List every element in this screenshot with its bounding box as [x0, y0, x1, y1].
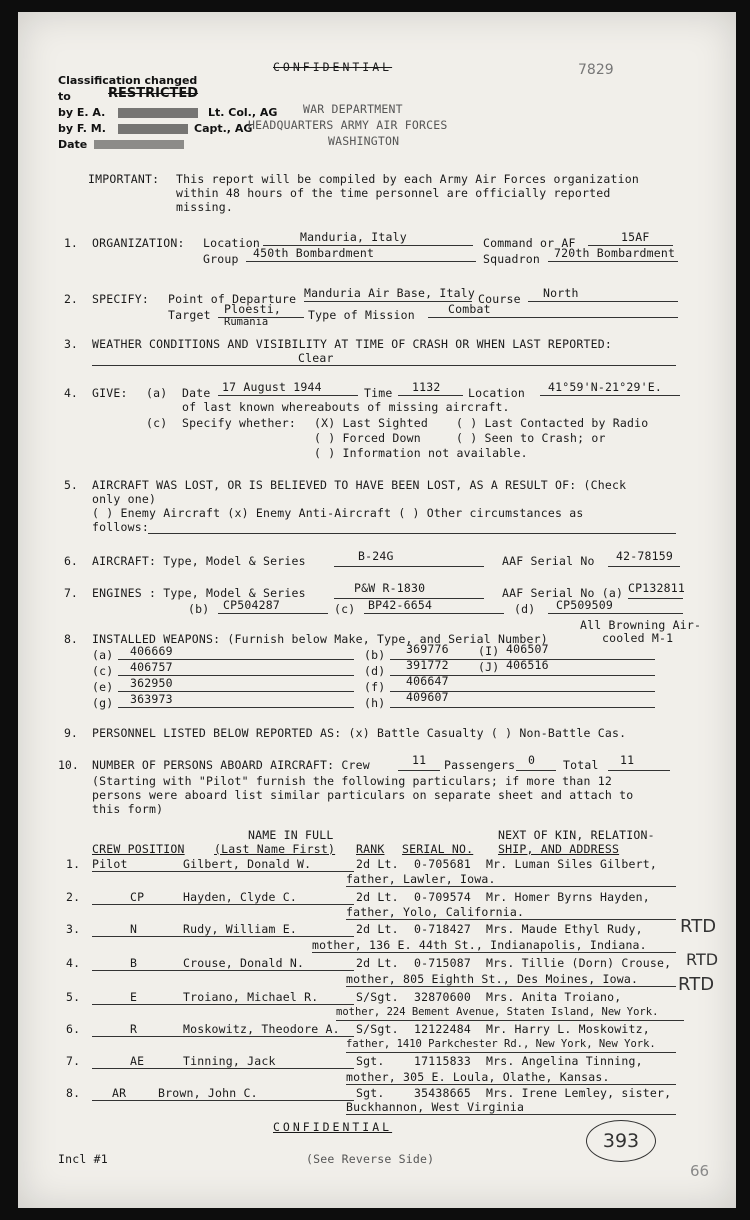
aircraft-type: B-24G — [358, 549, 394, 563]
war-department: WAR DEPARTMENT — [303, 102, 403, 116]
weather-value: Clear — [298, 351, 334, 365]
crew-kin: Mrs. Maude Ethyl Rudy, — [486, 922, 643, 936]
weapon-label: (I) — [478, 644, 500, 658]
location-label: Location — [203, 236, 260, 250]
target-value: Ploesti, — [224, 302, 281, 316]
crew-address: mother, 305 E. Loula, Olathe, Kansas. — [346, 1070, 610, 1084]
option-seen-crash: ( ) Seen to Crash; or — [456, 431, 606, 445]
specify-label: SPECIFY: — [92, 292, 149, 306]
crew-address: father, Yolo, California. — [346, 905, 525, 919]
weapon-serial: 406669 — [130, 644, 173, 658]
target-value-2: Rumania — [224, 316, 269, 328]
crew-serial: 35438665 — [414, 1086, 471, 1100]
stamp-line-1: Classification changed — [58, 74, 198, 87]
crew-kin: Mr. Luman Siles Gilbert, — [486, 857, 657, 871]
time-value: 1132 — [412, 380, 441, 394]
inclosure: Incl #1 — [58, 1152, 108, 1166]
crew-name: Brown, John C. — [158, 1086, 258, 1100]
aircraft-serial-label: AAF Serial No — [502, 554, 595, 568]
total-count: 11 — [620, 753, 635, 767]
date-value: 17 August 1944 — [222, 380, 322, 394]
total-label: Total — [563, 758, 599, 772]
engine-serial-b: CP504287 — [223, 598, 280, 612]
section-number: 5. — [64, 478, 78, 492]
course-label: Course — [478, 292, 521, 306]
command-label: Command or AF — [483, 236, 576, 250]
document-page — [18, 12, 736, 1208]
give-a: (a) — [146, 386, 168, 400]
crew-name: Gilbert, Donald W. — [183, 857, 312, 871]
engine-serial-d: CP509509 — [556, 598, 613, 612]
crew-rank: S/Sgt. — [356, 1022, 399, 1036]
group-value: 450th Bombardment — [253, 246, 375, 260]
engine-d-label: (d) — [514, 602, 536, 616]
crew-position: R — [130, 1022, 138, 1036]
lost-line-4: follows: — [92, 520, 149, 534]
stamp-line-5: Date — [58, 138, 88, 151]
persons-label: NUMBER OF PERSONS ABOARD AIRCRAFT: Crew — [92, 758, 370, 772]
crew-address: mother, 805 Eighth St., Des Moines, Iowa. — [346, 972, 639, 986]
crew-kin: Mrs. Anita Troiano, — [486, 990, 622, 1004]
engine-serial-c: BP42-6654 — [368, 598, 433, 612]
weapon-serial: 406757 — [130, 660, 173, 674]
crew-position: B — [130, 956, 138, 970]
crew-rank: 2d Lt. — [356, 956, 399, 970]
section-number: 7. — [64, 586, 78, 600]
crew-position: N — [130, 922, 138, 936]
departure-label: Point of Departure — [168, 292, 297, 306]
give-c: (c) — [146, 416, 168, 430]
crew-name: Moskowitz, Theodore A. — [183, 1022, 340, 1036]
header-kin-1: NEXT OF KIN, RELATION- — [498, 828, 655, 842]
weapons-note-1: All Browning Air- — [580, 618, 702, 632]
city: WASHINGTON — [328, 134, 400, 148]
engine-type: P&W R-1830 — [354, 581, 426, 595]
crew-serial: 32870600 — [414, 990, 471, 1004]
crew-position: AR — [112, 1086, 127, 1100]
section-number: 8. — [64, 632, 78, 646]
header-kin-2: SHIP, AND ADDRESS — [498, 842, 620, 856]
crew-number: 6. — [66, 1022, 81, 1036]
crew-serial: 0-709574 — [414, 890, 471, 904]
crew-serial: 0-718427 — [414, 922, 471, 936]
mission-label: Type of Mission — [308, 308, 415, 322]
persons-line-2: (Starting with "Pilot" furnish the following particulars; if more than 12 — [92, 774, 613, 788]
group-label: Group — [203, 252, 239, 266]
give-label: GIVE: — [92, 386, 128, 400]
weapon-serial: 362950 — [130, 676, 173, 690]
rtd-annotation: RTD — [678, 974, 715, 995]
weapon-label: (f) — [364, 680, 386, 694]
weapon-label: (a) — [92, 648, 114, 662]
header-serial: SERIAL NO. — [402, 842, 474, 856]
give-line-2: of last known whereabouts of missing aircraft. — [182, 400, 510, 414]
engine-serial-label: AAF Serial No (a) — [502, 586, 624, 600]
important-line-2: within 48 hours of the time personnel are officially reported — [176, 186, 611, 200]
crew-kin: Mr. Homer Byrns Hayden, — [486, 890, 650, 904]
crew-serial: 12122484 — [414, 1022, 471, 1036]
passengers-label: Passengers — [444, 758, 516, 772]
stamp-line-4b: Capt., AG — [194, 122, 253, 135]
weapon-serial: 391772 — [406, 658, 449, 672]
rtd-annotation: RTD — [686, 950, 719, 969]
crew-kin: Mrs. Tillie (Dorn) Crouse, — [486, 956, 672, 970]
section-number: 3. — [64, 337, 78, 351]
crew-rank: 2d Lt. — [356, 922, 399, 936]
persons-line-4: this form) — [92, 802, 164, 816]
classification-top: CONFIDENTIAL — [273, 60, 393, 74]
aircraft-serial: 42-78159 — [616, 549, 673, 563]
important-label: IMPORTANT: — [88, 172, 160, 186]
important-line-1: This report will be compiled by each Army Air Forces organization — [176, 172, 640, 186]
stamp-restricted: RESTRICTED — [108, 86, 199, 101]
crew-serial: 0-715087 — [414, 956, 471, 970]
crew-number: 2. — [66, 890, 81, 904]
crew-kin: Mrs. Irene Lemley, sister, — [486, 1086, 672, 1100]
crew-serial: 17115833 — [414, 1054, 471, 1068]
organization-label: ORGANIZATION: — [92, 236, 185, 250]
weapon-label: (J) — [478, 660, 500, 674]
crew-name: Crouse, Donald N. — [183, 956, 305, 970]
option-last-sighted: (X) Last Sighted — [314, 416, 428, 430]
crew-name: Troiano, Michael R. — [183, 990, 319, 1004]
section-number: 1. — [64, 236, 78, 250]
crew-rank: 2d Lt. — [356, 890, 399, 904]
crew-rank: Sgt. — [356, 1054, 385, 1068]
option-last-contacted: ( ) Last Contacted by Radio — [456, 416, 649, 430]
redaction-blot — [118, 124, 188, 134]
stamp-line-4: by F. M. — [58, 122, 106, 135]
weapon-serial: 409607 — [406, 690, 449, 704]
crew-position: CP — [130, 890, 145, 904]
crew-name: Hayden, Clyde C. — [183, 890, 297, 904]
crew-address: father, 1410 Parkchester Rd., New York, New York. — [346, 1038, 656, 1050]
crew-number: 3. — [66, 922, 81, 936]
stamp-line-3: by E. A. — [58, 106, 106, 119]
crew-rank: 2d Lt. — [356, 857, 399, 871]
stamp-line-3b: Lt. Col., AG — [208, 106, 278, 119]
redaction-blot — [118, 108, 198, 118]
option-forced-down: ( ) Forced Down — [314, 431, 421, 445]
corner-number: 66 — [690, 1162, 710, 1180]
crew-position: Pilot — [92, 857, 128, 871]
weapon-serial: 406507 — [506, 642, 549, 656]
see-reverse: (See Reverse Side) — [306, 1152, 435, 1166]
weapon-serial: 369776 — [406, 642, 449, 656]
aircraft-label: AIRCRAFT: Type, Model & Series — [92, 554, 306, 568]
header-position: CREW POSITION — [92, 842, 185, 856]
section-number: 4. — [64, 386, 78, 400]
headquarters: HEADQUARTERS ARMY AIR FORCES — [248, 118, 448, 132]
section-number: 9. — [64, 726, 78, 740]
crew-kin: Mrs. Angelina Tinning, — [486, 1054, 643, 1068]
time-label: Time — [364, 386, 393, 400]
target-label: Target — [168, 308, 211, 322]
crew-position: AE — [130, 1054, 145, 1068]
weapon-label: (c) — [92, 664, 114, 678]
crew-address: mother, 136 E. 44th St., Indianapolis, Indiana. — [312, 938, 647, 952]
weapon-serial: 363973 — [130, 692, 173, 706]
engine-b-label: (b) — [188, 602, 210, 616]
specify-whether: Specify whether: — [182, 416, 296, 430]
crew-name: Tinning, Jack — [183, 1054, 276, 1068]
weapon-label: (d) — [364, 664, 386, 678]
squadron-value: 720th Bombardment — [554, 246, 676, 260]
course-value: North — [543, 286, 579, 300]
weapons-note-2: cooled M-1 — [602, 631, 674, 645]
header-name-1: NAME IN FULL — [248, 828, 334, 842]
crew-position: E — [130, 990, 138, 1004]
lost-line-1: AIRCRAFT WAS LOST, OR IS BELIEVED TO HAVE BEEN LOST, AS A RESULT OF: (Check — [92, 478, 627, 492]
crew-address: Buckhannon, West Virginia — [346, 1100, 525, 1114]
stamp-line-2: to — [58, 90, 71, 103]
crew-serial: 0-705681 — [414, 857, 471, 871]
crew-number: 1. — [66, 857, 81, 871]
weather-label: WEATHER CONDITIONS AND VISIBILITY AT TIME OF CRASH OR WHEN LAST REPORTED: — [92, 337, 613, 351]
crew-number: 4. — [66, 956, 81, 970]
departure-value: Manduria Air Base, Italy — [304, 286, 475, 300]
section-number: 10. — [58, 758, 79, 772]
weapons-label: INSTALLED WEAPONS: (Furnish below Make, Type, and Serial Number) — [92, 632, 548, 646]
section-number: 6. — [64, 554, 78, 568]
command-value: 15AF — [621, 230, 650, 244]
page-number-circle: 393 — [586, 1120, 656, 1162]
classification-bottom: CONFIDENTIAL — [273, 1120, 393, 1134]
squadron-label: Squadron — [483, 252, 540, 266]
location-coord-value: 41°59'N-21°29'E. — [548, 380, 662, 394]
lost-line-3: ( ) Enemy Aircraft (x) Enemy Anti-Aircraft ( ) Other circumstances as — [92, 506, 584, 520]
location-coord-label: Location — [468, 386, 525, 400]
crew-rank: S/Sgt. — [356, 990, 399, 1004]
persons-line-3: persons were aboard list similar particulars on separate sheet and attach to — [92, 788, 634, 802]
passengers-count: 0 — [528, 753, 536, 767]
crew-name: Rudy, William E. — [183, 922, 297, 936]
redaction-blot — [94, 140, 184, 149]
lost-line-2: only one) — [92, 492, 157, 506]
personnel-reported: PERSONNEL LISTED BELOW REPORTED AS: (x) Battle Casualty ( ) Non-Battle Cas. — [92, 726, 627, 740]
date-label: Date — [182, 386, 211, 400]
engine-c-label: (c) — [334, 602, 356, 616]
crew-rank: Sgt. — [356, 1086, 385, 1100]
crew-number: 5. — [66, 990, 81, 1004]
header-rank: RANK — [356, 842, 385, 856]
weapon-label: (e) — [92, 680, 114, 694]
header-name-2: (Last Name First) — [214, 842, 336, 856]
rtd-annotation: RTD — [680, 916, 717, 937]
engines-label: ENGINES : Type, Model & Series — [92, 586, 306, 600]
crew-number: 8. — [66, 1086, 81, 1100]
weapon-serial: 406516 — [506, 658, 549, 672]
crew-number: 7. — [66, 1054, 81, 1068]
weapon-label: (b) — [364, 648, 386, 662]
weapon-serial: 406647 — [406, 674, 449, 688]
document-number: 7829 — [578, 62, 614, 78]
weapon-label: (h) — [364, 696, 386, 710]
crew-count: 11 — [412, 753, 427, 767]
weapon-label: (g) — [92, 696, 114, 710]
location-value: Manduria, Italy — [300, 230, 407, 244]
mission-value: Combat — [448, 302, 491, 316]
crew-address: father, Lawler, Iowa. — [346, 872, 496, 886]
crew-address: mother, 224 Bement Avenue, Staten Island, New York. — [336, 1006, 659, 1018]
section-number: 2. — [64, 292, 78, 306]
option-info-unavailable: ( ) Information not available. — [314, 446, 528, 460]
important-line-3: missing. — [176, 200, 233, 214]
crew-kin: Mr. Harry L. Moskowitz, — [486, 1022, 650, 1036]
engine-serial-a: CP132811 — [628, 581, 685, 595]
